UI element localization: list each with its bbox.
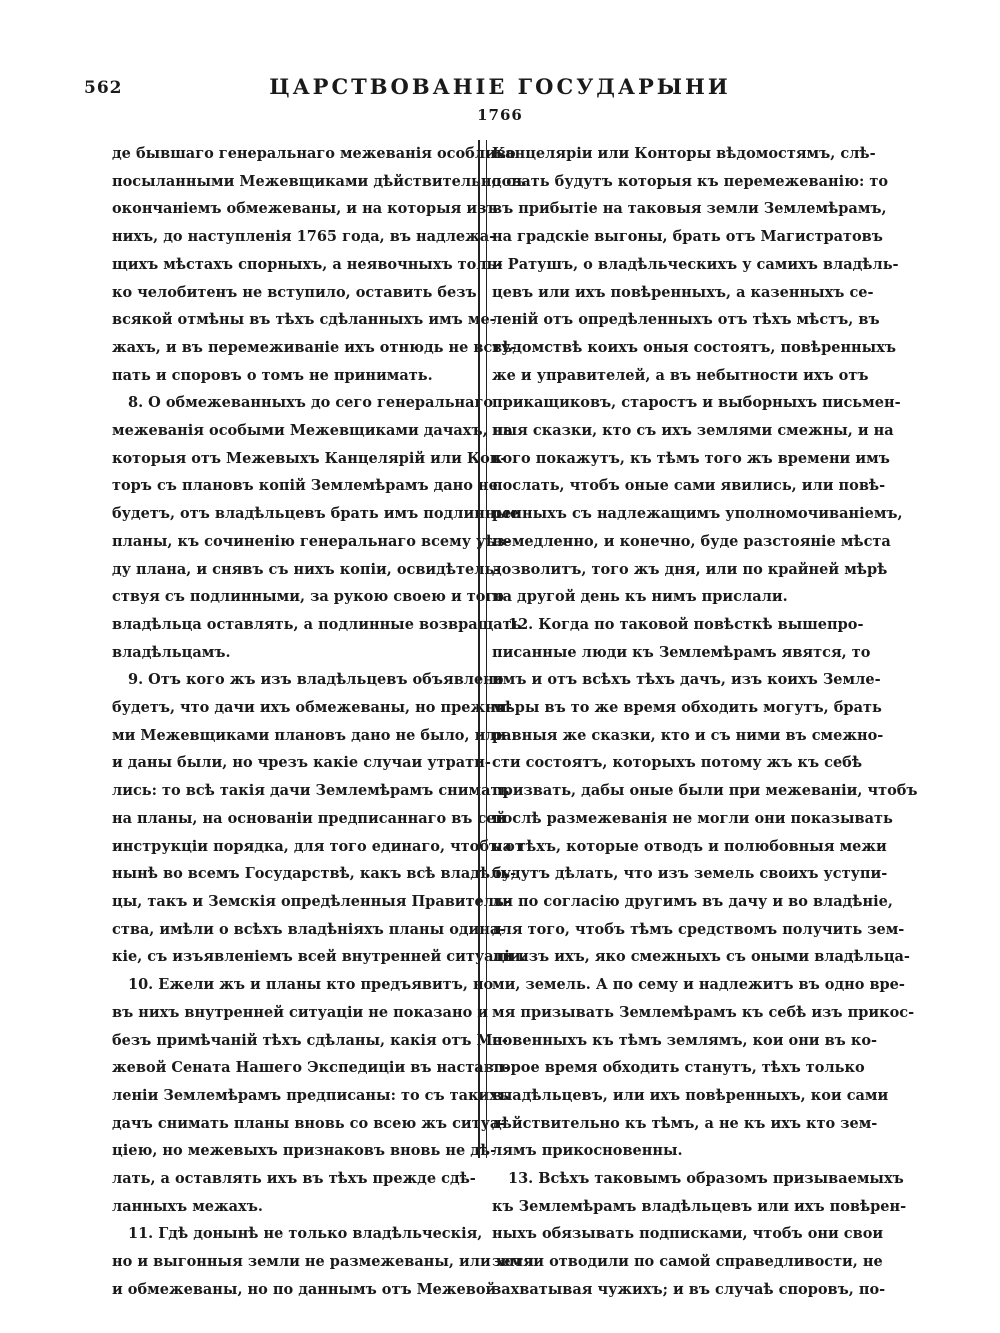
text-line: довать будутъ которыя къ перемежеванію: то <box>492 172 889 190</box>
text-line: лямъ прикосновенны. <box>492 1142 683 1160</box>
text-line: 10. Ежели жъ и планы кто предъявитъ, но <box>128 976 494 994</box>
text-line: ду плана, и снявъ съ нихъ копіи, освидѣтель- <box>112 560 501 578</box>
text-line: ныхъ обязывать подписками, чтобъ они свои <box>492 1225 884 1243</box>
text-line: жахъ, и въ перемеживаніе ихъ отнюдь не всту- <box>112 338 517 356</box>
text-line: ствуя съ подлинными, за рукою своею и того <box>112 588 504 606</box>
left-column <box>112 140 534 1304</box>
text-line: ціею, но межевыхъ признаковъ вновь не дѣ- <box>112 1142 497 1160</box>
text-line: въ нихъ внутренней ситуаціи не показано и <box>112 1003 489 1021</box>
text-line: которыя отъ Межевыхъ Канцелярій или Кон- <box>112 449 507 467</box>
text-line: межеванія особыми Межевщиками дачахъ, на <box>112 422 513 440</box>
text-line: же и управителей, а въ небытности ихъ отъ <box>492 366 869 384</box>
text-line: ства, имѣли о всѣхъ владѣніяхъ планы одина- <box>112 920 506 938</box>
text-line: ренныхъ съ надлежащимъ уполномочиваніемъ, <box>492 505 903 523</box>
text-line: торъ съ плановъ копій Землемѣрамъ дано не <box>112 477 498 495</box>
text-line: для того, чтобъ тѣмъ средствомъ получить зем- <box>492 920 905 938</box>
text-line: Канцеляріи или Конторы вѣдомостямъ, слѣ- <box>492 145 876 162</box>
text-line: захватывая чужихъ; и въ случаѣ споровъ, по- <box>492 1280 886 1298</box>
text-line: цевъ или ихъ повѣренныхъ, а казенныхъ се- <box>492 283 874 301</box>
text-line: жевой Сената Нашего Экспедиціи въ наставл- <box>112 1059 511 1077</box>
text-line: прикащиковъ, старостъ и выборныхъ письмен- <box>492 394 901 412</box>
text-line: дачъ снимать планы вновь со всею жъ ситуа- <box>112 1114 506 1132</box>
text-line: послать, чтобъ оные сами явились, или повѣ- <box>492 477 886 495</box>
text-line: писанные люди къ Землемѣрамъ явятся, то <box>492 643 871 661</box>
text-line: призвать, дабы оные были при межеваніи, чтобъ <box>492 782 918 800</box>
text-line: кого покажутъ, къ тѣмъ того жъ времени имъ <box>492 449 890 467</box>
text-line: инструкціи порядка, для того единаго, чтобъ от <box>112 837 524 855</box>
text-line: на другой день къ нимъ прислали. <box>492 588 788 606</box>
text-line: 12. Когда по таковой повѣсткѣ вышепро- <box>508 615 864 633</box>
text-line: щихъ мѣстахъ спорныхъ, а неявочныхъ толь- <box>112 255 503 273</box>
text-line: безъ примѣчаній тѣхъ сдѣланы, какія отъ Ме- <box>112 1031 508 1049</box>
text-line: немедленно, и конечно, буде разстояніе мѣста <box>492 532 891 550</box>
text-line: будетъ, что дачи ихъ обмежеваны, но прежни- <box>112 699 513 717</box>
text-line: посыланными Межевщиками дѣйствительно съ <box>112 172 527 190</box>
text-line: дѣйствительно къ тѣмъ, а не къ ихъ кто зем- <box>492 1114 878 1132</box>
text-line: вѣдомствѣ коихъ оныя состоятъ, повѣренныхъ <box>492 338 896 356</box>
text-line: 8. О обмежеванныхъ до сего генеральнаго <box>128 394 494 412</box>
text-line: пать и споровъ о томъ не принимать. <box>112 366 433 384</box>
text-line: кіе, съ изъявленіемъ всей внутренней ситуаціи. <box>112 948 526 966</box>
column-divider <box>478 140 487 1158</box>
year-heading: 1766 <box>477 106 523 124</box>
text-line: владѣльцамъ. <box>112 643 231 661</box>
text-line: цы, такъ и Земскія опредѣленныя Правитель- <box>112 892 510 910</box>
text-line: торое время обходить станутъ, тѣхъ только <box>492 1059 865 1077</box>
text-line: въ прибытіе на таковыя земли Землемѣрамъ, <box>492 200 887 218</box>
text-line: леніи Землемѣрамъ предписаны: то съ такихъ <box>112 1086 510 1104</box>
text-line: ли по согласію другимъ въ дачу и во владѣніе, <box>492 892 893 910</box>
text-line: мя призывать Землемѣрамъ къ себѣ изъ прикос- <box>492 1003 915 1021</box>
text-line: дозволитъ, того жъ дня, или по крайней мѣрѣ <box>492 560 888 578</box>
text-line: будетъ, отъ владѣльцевъ брать имъ подлинные <box>112 505 520 523</box>
text-line: и обмежеваны, но по даннымъ отъ Межевой <box>112 1280 497 1298</box>
text-line: 11. Гдѣ донынѣ не только владѣльческія, <box>128 1225 483 1243</box>
text-line: леній отъ опредѣленныхъ отъ тѣхъ мѣстъ, въ <box>492 311 880 329</box>
text-line: ли изъ ихъ, яко смежныхъ съ оными владѣльца- <box>492 948 910 966</box>
text-line: нихъ, до наступленія 1765 года, въ надлежа- <box>112 228 496 246</box>
right-column <box>492 140 918 1304</box>
text-line: планы, къ сочиненію генеральнаго всему уѣз- <box>112 532 511 550</box>
text-line: мѣры въ то же время обходить могутъ, брать <box>492 699 882 717</box>
text-line: къ Землемѣрамъ владѣльцевъ или ихъ повѣрен- <box>492 1197 907 1215</box>
text-line: на планы, на основаніи предписаннаго въ сей <box>112 809 507 827</box>
text-line: но и выгонныя земли не размежеваны, или хотя <box>112 1253 534 1271</box>
text-line: и даны были, но чрезъ какіе случаи утрати- <box>112 754 491 772</box>
running-head-title: ЦАРСТВОВАНІЕ ГОСУДАРЫНИ <box>269 74 731 99</box>
text-line: имъ и отъ всѣхъ тѣхъ дачъ, изъ коихъ Земле- <box>492 671 881 689</box>
text-line: лать, а оставлять ихъ въ тѣхъ прежде сдѣ- <box>112 1170 476 1188</box>
text-line: 9. Отъ кого жъ изъ владѣльцевъ объявлено <box>128 671 504 689</box>
text-line: ми Межевщиками плановъ дано не было, или <box>112 726 507 744</box>
page-number: 562 <box>84 78 123 98</box>
text-line: 13. Всѣхъ таковымъ образомъ призываемыхъ <box>508 1170 904 1188</box>
text-line: всякой отмѣны въ тѣхъ сдѣланныхъ имъ ме- <box>112 311 496 329</box>
text-line: ныя сказки, кто съ ихъ землями смежны, и на <box>492 422 894 440</box>
text-line: послѣ размежеванія не могли они показывать <box>492 809 893 827</box>
text-line: окончаніемъ обмежеваны, и на которыя изъ <box>112 200 498 218</box>
text-line: де бывшаго генеральнаго межеванія особливо <box>112 145 516 162</box>
text-line: владѣльцевъ, или ихъ повѣренныхъ, кои сами <box>492 1086 889 1104</box>
text-line: земли отводили по самой справедливости, не <box>492 1253 883 1271</box>
text-line: ко челобитенъ не вступило, оставить безъ <box>112 283 477 301</box>
text-line: сти состоятъ, которыхъ потому жъ къ себѣ <box>492 754 863 772</box>
text-line: ланныхъ межахъ. <box>112 1197 263 1215</box>
text-line: на градскіе выгоны, брать отъ Магистратовъ <box>492 228 883 246</box>
text-line: будутъ дѣлать, что изъ земель своихъ уступи- <box>492 865 888 883</box>
text-line: ми, земель. А по сему и надлежитъ въ одно вре- <box>492 976 905 994</box>
text-line: владѣльца оставлять, а подлинные возвращать <box>112 615 522 633</box>
text-line: лись: то всѣ такія дачи Землемѣрамъ снимать <box>112 782 510 800</box>
text-line: новенныхъ къ тѣмъ землямъ, кои они въ ко- <box>492 1031 878 1049</box>
text-line: нынѣ во всемъ Государствѣ, какъ всѣ владѣль- <box>112 865 517 883</box>
text-line: равныя же сказки, кто и съ ними въ смежно- <box>492 726 884 744</box>
text-line: и Ратушъ, о владѣльческихъ у самихъ владѣль- <box>492 255 899 273</box>
text-line: на тѣхъ, которые отводъ и полюбовныя межи <box>492 837 887 855</box>
